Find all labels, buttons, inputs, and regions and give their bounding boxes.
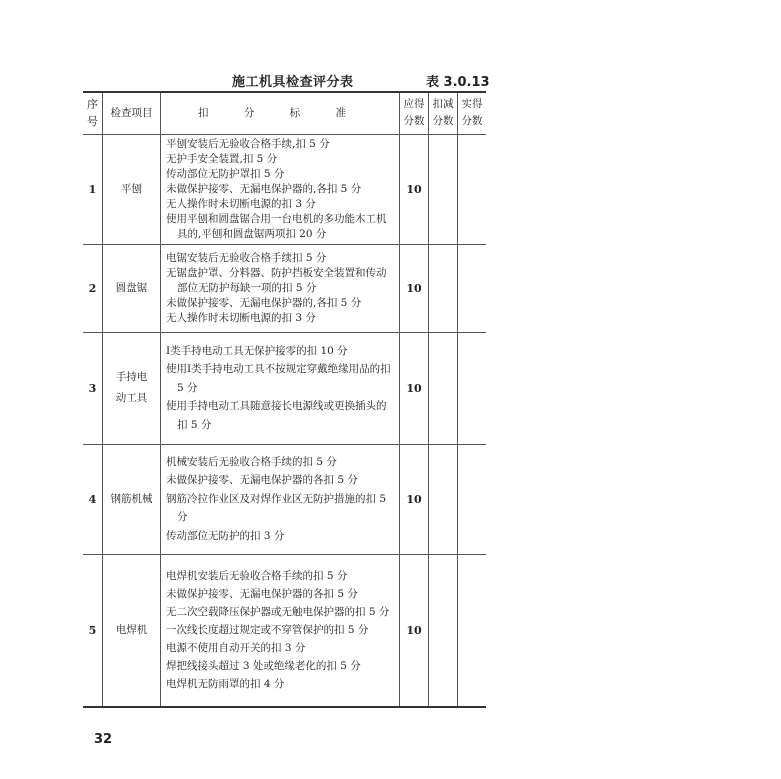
due-score: 10 (400, 244, 429, 332)
standard-line: 电焊机无防雨罩的扣 4 分 (166, 678, 285, 691)
table-row (83, 554, 486, 707)
standard-line: 电锯安装后无验收合格手续扣 5 分 (166, 251, 327, 264)
inspection-item: 钢筋机械 (103, 444, 161, 554)
standard-line: 未做保护接零、无漏电保护器的,各扣 5 分 (166, 296, 362, 309)
table-row (83, 134, 486, 244)
actual-score-cell[interactable] (458, 134, 487, 244)
table-row (83, 244, 486, 332)
due-score: 10 (400, 332, 429, 444)
header-standard: 扣 分 标 准 (161, 92, 400, 134)
standard-line: 无锯盘护罩、分料器、防护挡板安全装置和传动部位无防护每缺一项的扣 5 分 (166, 266, 387, 294)
deduct-score-cell[interactable] (429, 554, 458, 707)
standard-line: 无人操作时未切断电源的扣 3 分 (166, 197, 316, 210)
deduction-standards (161, 332, 400, 444)
inspection-item: 手持电 动工具 (103, 332, 161, 444)
deduct-score-cell[interactable] (429, 134, 458, 244)
header-actual-score: 实得 分数 (458, 92, 487, 134)
row-number: 2 (83, 244, 103, 332)
deduction-standards (161, 444, 400, 554)
table-title: 施工机具检查评分表 (232, 75, 354, 90)
due-score: 10 (400, 554, 429, 707)
header-due-score: 应得 分数 (400, 92, 429, 134)
standard-line: 无护手安全装置,扣 5 分 (166, 152, 278, 165)
standard-line: Ⅰ类手持电动工具无保护接零的扣 10 分 (166, 344, 348, 357)
table-number: 表 3.0.13 (426, 75, 490, 90)
row-number: 4 (83, 444, 103, 554)
standard-line: 焊把线接头超过 3 处或绝缘老化的扣 5 分 (166, 660, 361, 673)
row-number: 5 (83, 554, 103, 707)
standard-line: 传动部位无防护的扣 3 分 (166, 529, 285, 542)
standard-line: 未做保护接零、无漏电保护器的各扣 5 分 (166, 474, 358, 487)
standard-line: 无二次空载降压保护器或无触电保护器的扣 5 分 (166, 606, 390, 619)
standard-line: 电焊机安装后无验收合格手续的扣 5 分 (166, 570, 348, 583)
deduct-score-cell[interactable] (429, 244, 458, 332)
deduction-standards (161, 244, 400, 332)
inspection-item: 圆盘锯 (103, 244, 161, 332)
deduct-score-cell[interactable] (429, 444, 458, 554)
standard-line: 电源不使用自动开关的扣 3 分 (166, 642, 306, 655)
due-score: 10 (400, 444, 429, 554)
header-item: 检查项目 (103, 92, 161, 134)
inspection-score-table (83, 91, 486, 708)
standard-line: 无人操作时未切断电源的扣 3 分 (166, 311, 316, 324)
standard-line: 一次线长度超过规定或不穿管保护的扣 5 分 (166, 624, 369, 637)
actual-score-cell[interactable] (458, 444, 487, 554)
deduction-standards (161, 134, 400, 244)
standard-line: 使用平刨和圆盘锯合用一台电机的多功能木工机具的,平刨和圆盘锯两项扣 20 分 (166, 212, 387, 240)
deduction-standards (161, 554, 400, 707)
standard-line: 传动部位无防护罩扣 5 分 (166, 167, 285, 180)
inspection-item: 平刨 (103, 134, 161, 244)
page-number: 32 (94, 732, 113, 747)
actual-score-cell[interactable] (458, 244, 487, 332)
standard-line: 机械安装后无验收合格手续的扣 5 分 (166, 455, 337, 468)
actual-score-cell[interactable] (458, 332, 487, 444)
deduct-score-cell[interactable] (429, 332, 458, 444)
header-no: 序 号 (83, 92, 103, 134)
standard-line: 钢筋冷拉作业区及对焊作业区无防护措施的扣 5 分 (166, 492, 387, 524)
header-deduct-score: 扣减 分数 (429, 92, 458, 134)
standard-line: 使用手持电动工具随意接长电源线或更换插头的扣 5 分 (166, 400, 387, 431)
standard-line: 未做保护接零、无漏电保护器的各扣 5 分 (166, 588, 358, 601)
table-row (83, 444, 486, 554)
due-score: 10 (400, 134, 429, 244)
row-number: 1 (83, 134, 103, 244)
standard-line: 平刨安装后无验收合格手续,扣 5 分 (166, 137, 330, 150)
table-row (83, 332, 486, 444)
row-number: 3 (83, 332, 103, 444)
table-header-row (83, 92, 486, 134)
actual-score-cell[interactable] (458, 554, 487, 707)
standard-line: 使用Ⅰ类手持电动工具不按规定穿戴绝缘用品的扣 5 分 (166, 363, 391, 394)
standard-line: 未做保护接零、无漏电保护器的,各扣 5 分 (166, 182, 362, 195)
inspection-item: 电焊机 (103, 554, 161, 707)
